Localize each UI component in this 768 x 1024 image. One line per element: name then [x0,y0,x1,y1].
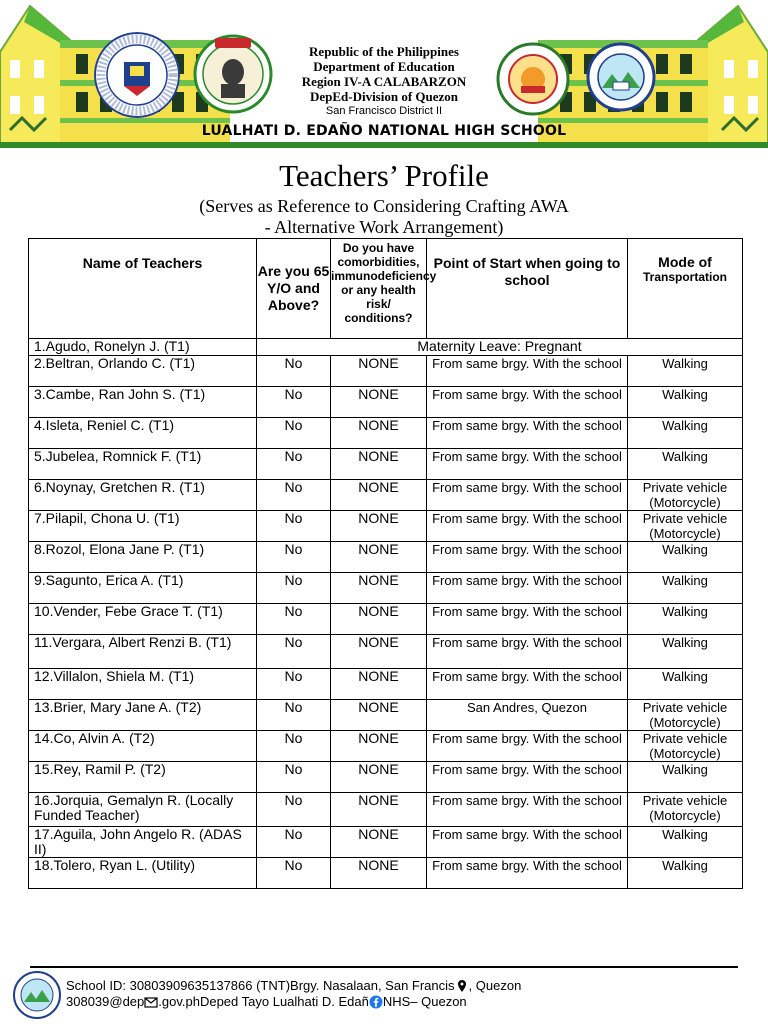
department-line: Department of Education [313,59,455,74]
table-row [29,418,743,449]
comorbidity-cell: NONE [331,387,427,418]
age-65-cell: No [257,542,331,573]
comorbidity-cell: NONE [331,573,427,604]
teacher-name-cell: 18.Tolero, Ryan L. (Utility) [29,858,257,889]
table-row [29,604,743,635]
footer-rule [30,966,738,968]
transportation-cell: Walking [628,858,743,889]
start-point-cell: From same brgy. With the school [427,387,628,418]
column-header-start-point: Point of Start when going to school [427,239,628,339]
table-row [29,339,743,356]
letterhead-banner [0,0,768,150]
comorbidity-cell: NONE [331,762,427,793]
comorbidity-cell: NONE [331,635,427,669]
table-header-row [29,239,743,339]
document-title: Teachers’ Profile [279,158,489,193]
age-65-cell: No [257,827,331,858]
start-point-cell: From same brgy. With the school [427,858,628,889]
transport-header-line-1: Mode of [658,254,712,270]
teacher-name-cell: 3.Cambe, Ran John S. (T1) [29,387,257,418]
transportation-cell: Walking [628,449,743,480]
age-65-cell: No [257,762,331,793]
table-row [29,793,743,827]
age-65-cell: No [257,858,331,889]
teacher-name-cell: 14.Co, Alvin A. (T2) [29,731,257,762]
start-point-cell: From same brgy. With the school [427,793,628,827]
transport-header-line-2: Transportation [642,270,727,284]
start-point-cell: From same brgy. With the school [427,356,628,387]
school-seal-footer-logo [12,970,62,1020]
republic-line: Republic of the Philippines [309,44,459,59]
footer-social-part: NHS– Quezon [382,994,467,1009]
age-65-cell: No [257,573,331,604]
transportation-cell: Walking [628,635,743,669]
start-point-cell: From same brgy. With the school [427,449,628,480]
teacher-name-cell: 10.Vender, Febe Grace T. (T1) [29,604,257,635]
start-point-cell: From same brgy. With the school [427,418,628,449]
teacher-name-cell: 7.Pilapil, Chona U. (T1) [29,511,257,542]
school-seal-logo [586,42,656,112]
start-point-cell: San Andres, Quezon [427,700,628,731]
column-header-name: Name of Teachers [29,239,257,339]
footer-line-1 [66,978,521,994]
table-row [29,356,743,387]
document-subtitle [0,196,768,238]
comorbidity-cell: NONE [331,793,427,827]
start-point-cell: From same brgy. With the school [427,604,628,635]
start-point-cell: From same brgy. With the school [427,480,628,511]
table-row [29,635,743,669]
start-point-cell: From same brgy. With the school [427,669,628,700]
footer-address-part-2: , Quezon [468,978,522,993]
transportation-cell: Walking [628,418,743,449]
age-65-cell: No [257,387,331,418]
letterhead-text [250,44,518,119]
teacher-name-cell: 4.Isleta, Reniel C. (T1) [29,418,257,449]
table-row [29,511,743,542]
start-point-cell: From same brgy. With the school [427,635,628,669]
footer-line-2 [66,994,521,1010]
maternity-leave-note: Maternity Leave: Pregnant [257,339,743,356]
transportation-cell: Private vehicle (Motorcycle) [628,511,743,542]
email-icon [144,995,158,1009]
transportation-cell: Private vehicle (Motorcycle) [628,731,743,762]
location-pin-icon [455,979,469,993]
table-row [29,449,743,480]
transportation-cell: Private vehicle (Motorcycle) [628,793,743,827]
deped-seal-logo [94,32,180,118]
table-row [29,480,743,511]
age-65-cell: No [257,449,331,480]
table-row [29,762,743,793]
footer-address-part-1: School ID: 30803909635137866 (TNT)Brgy. Nasalaan, San Francis [66,978,455,993]
table-row [29,573,743,604]
teachers-profile-table [28,238,743,889]
teacher-name-cell: 16.Jorquia, Gemalyn R. (Locally Funded Teacher) [29,793,257,827]
transportation-cell: Private vehicle (Motorcycle) [628,700,743,731]
table-row [29,700,743,731]
age-65-cell: No [257,669,331,700]
transportation-cell: Walking [628,827,743,858]
footer-email-part-2: .gov.phDeped Tayo Lualhati D. Edañ [158,994,369,1009]
comorbidity-cell: NONE [331,700,427,731]
teacher-name-cell: 9.Sagunto, Erica A. (T1) [29,573,257,604]
start-point-cell: From same brgy. With the school [427,731,628,762]
teacher-name-cell: 15.Rey, Ramil P. (T2) [29,762,257,793]
comorbidity-cell: NONE [331,356,427,387]
transportation-cell: Walking [628,387,743,418]
teacher-name-cell: 5.Jubelea, Romnick F. (T1) [29,449,257,480]
age-65-cell: No [257,635,331,669]
teacher-name-cell: 2.Beltran, Orlando C. (T1) [29,356,257,387]
comorbidity-cell: NONE [331,418,427,449]
table-row [29,731,743,762]
comorbidity-cell: NONE [331,449,427,480]
comorbidity-cell: NONE [331,604,427,635]
division-line: DepEd-Division of Quezon [309,89,459,104]
start-point-cell: From same brgy. With the school [427,762,628,793]
school-name: LUALHATI D. EDAÑO NATIONAL HIGH SCHOOL [201,123,567,139]
age-65-cell: No [257,793,331,827]
table-row [29,669,743,700]
table-row [29,542,743,573]
teacher-name-cell: 11.Vergara, Albert Renzi B. (T1) [29,635,257,669]
age-65-cell: No [257,511,331,542]
column-header-comorbidities: Do you have comorbidities, immunodeficiency or any health risk/ conditions? [331,239,427,339]
footer-contact [66,978,521,1010]
column-header-transportation [628,239,743,339]
comorbidity-cell: NONE [331,511,427,542]
comorbidity-cell: NONE [331,731,427,762]
transportation-cell: Private vehicle (Motorcycle) [628,480,743,511]
subtitle-line-2: - Alternative Work Arrangement) [264,217,504,237]
age-65-cell: No [257,480,331,511]
table-row [29,387,743,418]
teacher-name-cell: 12.Villalon, Shiela M. (T1) [29,669,257,700]
age-65-cell: No [257,700,331,731]
start-point-cell: From same brgy. With the school [427,827,628,858]
region-line: Region IV-A CALABARZON [301,74,467,89]
start-point-cell: From same brgy. With the school [427,573,628,604]
age-65-cell: No [257,604,331,635]
table-row [29,827,743,858]
start-point-cell: From same brgy. With the school [427,511,628,542]
teacher-name-cell: 13.Brier, Mary Jane A. (T2) [29,700,257,731]
column-header-age: Are you 65 Y/O and Above? [257,239,331,339]
age-65-cell: No [257,418,331,449]
comorbidity-cell: NONE [331,542,427,573]
transportation-cell: Walking [628,573,743,604]
transportation-cell: Walking [628,356,743,387]
transportation-cell: Walking [628,762,743,793]
footer-email-part-1: 308039@dep [66,994,145,1009]
transportation-cell: Walking [628,669,743,700]
district-line: San Francisco District II [325,105,443,117]
letterhead-green-rule [0,142,768,148]
transportation-cell: Walking [628,604,743,635]
comorbidity-cell: NONE [331,827,427,858]
age-65-cell: No [257,731,331,762]
table-row [29,858,743,889]
age-65-cell: No [257,356,331,387]
start-point-cell: From same brgy. With the school [427,542,628,573]
transportation-cell: Walking [628,542,743,573]
teacher-name-cell: 6.Noynay, Gretchen R. (T1) [29,480,257,511]
subtitle-line-1: (Serves as Reference to Considering Crafting AWA [199,196,569,216]
facebook-icon [369,995,383,1009]
teacher-name-cell: 8.Rozol, Elona Jane P. (T1) [29,542,257,573]
teacher-name-cell: 1.Agudo, Ronelyn J. (T1) [29,339,257,356]
comorbidity-cell: NONE [331,669,427,700]
comorbidity-cell: NONE [331,480,427,511]
comorbidity-cell: NONE [331,858,427,889]
teacher-name-cell: 17.Aguila, John Angelo R. (ADAS II) [29,827,257,858]
